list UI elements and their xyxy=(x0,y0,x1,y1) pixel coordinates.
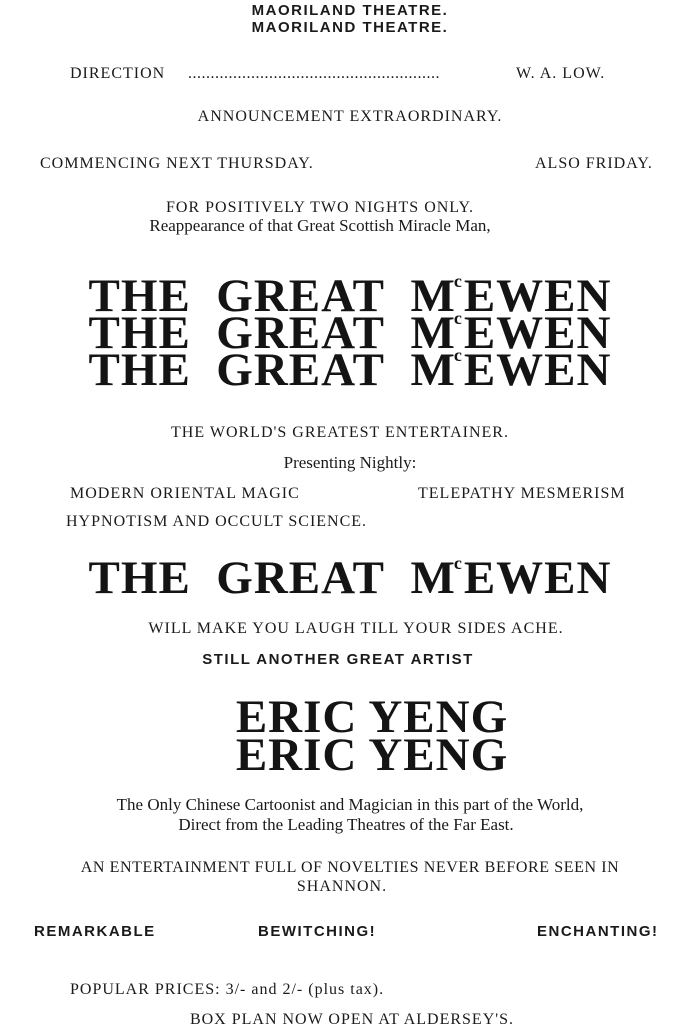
headliner-m: M xyxy=(410,270,456,322)
announcement-heading: ANNOUNCEMENT EXTRAORDINARY. xyxy=(197,108,503,125)
direction-label: DIRECTION xyxy=(70,65,166,82)
headliner-m: M xyxy=(410,552,456,604)
headliner-m: M xyxy=(410,344,456,396)
popular-prices: POPULAR PRICES: 3/- and 2/- (plus tax). xyxy=(70,981,385,998)
headliner-the: THE xyxy=(88,344,191,396)
novelties-line1: AN ENTERTAINMENT FULL OF NOVELTIES NEVER BEFORE SEEN IN xyxy=(80,859,620,876)
headliner-great: GREAT xyxy=(216,552,385,604)
acts-row2: HYPNOTISM AND OCCULT SCIENCE. xyxy=(66,513,368,530)
adjective-enchanting: ENCHANTING! xyxy=(537,923,659,940)
headliner-great: GREAT xyxy=(216,307,385,359)
reappearance-line: Reappearance of that Great Scottish Miracle Man, xyxy=(149,216,491,235)
acts-row1-right: TELEPATHY MESMERISM xyxy=(418,485,626,502)
headliner-the: THE xyxy=(88,307,191,359)
another-artist-heading: STILL ANOTHER GREAT ARTIST xyxy=(202,651,474,668)
headliner-the: THE xyxy=(88,270,191,322)
headliner-ewen: EWEN xyxy=(463,552,612,604)
direction-leader: ........................................................ xyxy=(188,65,440,82)
theatre-name-line-2: MAORILAND THEATRE. xyxy=(251,19,449,36)
theatre-name-line-1: MAORILAND THEATRE. xyxy=(251,2,449,19)
also-date: ALSO FRIDAY. xyxy=(535,155,653,172)
headliner-great: GREAT xyxy=(216,344,385,396)
artist-description-line1: The Only Chinese Cartoonist and Magician in this part of the World, xyxy=(116,795,584,814)
headliner-c: c xyxy=(453,271,463,291)
box-plan-notice: BOX PLAN NOW OPEN AT ALDERSEY'S. xyxy=(189,1011,515,1028)
headliner-the: THE xyxy=(88,552,191,604)
acts-row1-left: MODERN ORIENTAL MAGIC xyxy=(70,485,300,502)
direction-name: W. A. LOW. xyxy=(516,65,606,82)
headliner-c: c xyxy=(453,553,463,573)
second-artist-name-1: ERIC YENG xyxy=(235,691,509,743)
adjective-remarkable: REMARKABLE xyxy=(34,923,156,940)
second-artist-name-2: ERIC YENG xyxy=(235,729,509,781)
novelties-line2: SHANNON. xyxy=(296,878,388,895)
two-nights-notice: FOR POSITIVELY TWO NIGHTS ONLY. xyxy=(166,199,474,216)
tagline: THE WORLD'S GREATEST ENTERTAINER. xyxy=(171,424,509,441)
headliner-ewen: EWEN xyxy=(463,344,612,396)
headliner-c: c xyxy=(453,345,463,365)
headliner-ewen: EWEN xyxy=(463,270,612,322)
headliner-great: GREAT xyxy=(216,270,385,322)
headliner-ewen: EWEN xyxy=(463,307,612,359)
headliner-m: M xyxy=(410,307,456,359)
headliner-c: c xyxy=(453,308,463,328)
headliner-name-3 xyxy=(0,346,700,394)
artist-description-line2: Direct from the Leading Theatres of the Far East. xyxy=(178,815,514,834)
headliner-name-4 xyxy=(0,554,700,602)
presenting-nightly: Presenting Nightly: xyxy=(283,453,417,472)
laugh-line: WILL MAKE YOU LAUGH TILL YOUR SIDES ACHE. xyxy=(148,620,564,637)
commencing-date: COMMENCING NEXT THURSDAY. xyxy=(40,155,314,172)
adjective-bewitching: BEWITCHING! xyxy=(258,923,377,940)
